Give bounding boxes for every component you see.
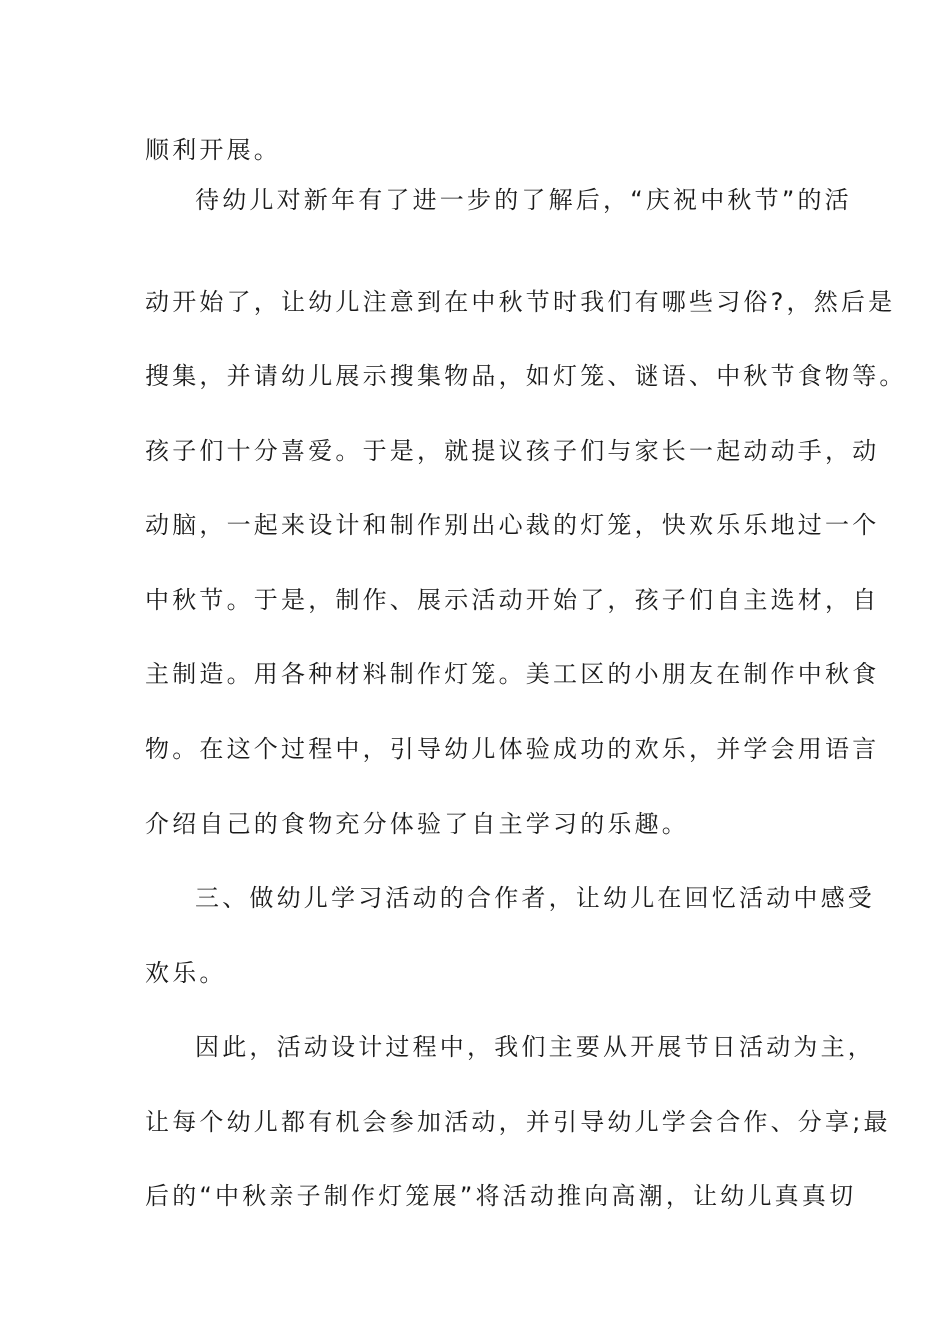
text-line: 中秋节。于是，制作、展示活动开始了，孩子们自主选材，自	[145, 586, 880, 614]
paragraph-first-line: 因此，活动设计过程中，我们主要从开展节日活动为主，	[195, 1033, 875, 1061]
text-line: 孩子们十分喜爱。于是，就提议孩子们与家长一起动动手，动	[145, 437, 880, 465]
paragraph-first-line: 待幼儿对新年有了进一步的了解后，“庆祝中秋节”的活	[195, 186, 852, 214]
text-line: 物。在这个过程中，引导幼儿体验成功的欢乐，并学会用语言	[145, 735, 880, 763]
text-line: 搜集，并请幼儿展示搜集物品，如灯笼、谜语、中秋节食物等。	[145, 362, 907, 390]
text-line: 顺利开展。	[145, 136, 281, 164]
text-line: 欢乐。	[145, 959, 227, 987]
text-line: 动开始了，让幼儿注意到在中秋节时我们有哪些习俗?，然后是	[145, 288, 896, 316]
text-line: 动脑，一起来设计和制作别出心裁的灯笼，快欢乐乐地过一个	[145, 511, 880, 539]
text-line: 让每个幼儿都有机会参加活动，并引导幼儿学会合作、分享;最	[145, 1108, 891, 1136]
text-line: 介绍自己的食物充分体验了自主学习的乐趣。	[145, 810, 689, 838]
section-heading-line: 三、做幼儿学习活动的合作者，让幼儿在回忆活动中感受	[195, 884, 875, 912]
text-line: 主制造。用各种材料制作灯笼。美工区的小朋友在制作中秋食	[145, 660, 880, 688]
text-line: 后的“中秋亲子制作灯笼展”将活动推向高潮，让幼儿真真切	[145, 1182, 857, 1210]
